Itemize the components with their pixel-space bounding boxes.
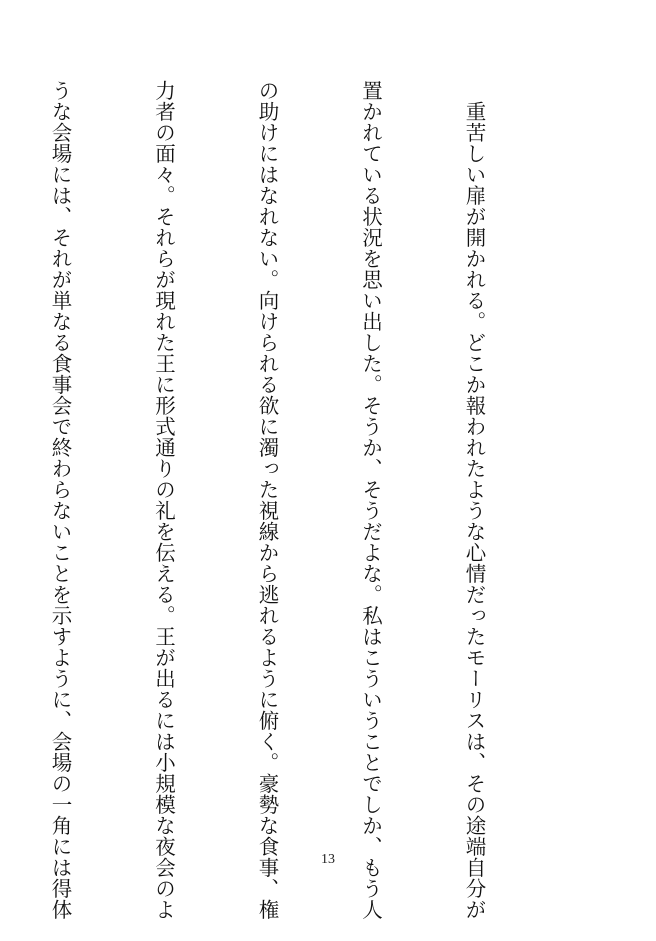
page-number: 13 [321,852,335,867]
text-column: 置かれている状況を思い出した。そうか、そうだよな。私はこういうことでしか、もう人 [358,80,383,920]
text-column: の助けにはなれない。向けられる欲に濁った視線から逃れるように俯く。豪勢な食事、権 [255,80,279,920]
text-column: うな会場には、それが単なる食事会で終わらないことを示すように、会場の一角には得体 [48,80,72,920]
text-column: 重苦しい扉が開かれる。どこか報われたような心情だったモーリスは、その途端自分が [462,80,486,920]
text-column: 力者の面々。それらが現れた王に形式通りの礼を伝える。王が出るには小規模な夜会のよ [151,80,176,920]
